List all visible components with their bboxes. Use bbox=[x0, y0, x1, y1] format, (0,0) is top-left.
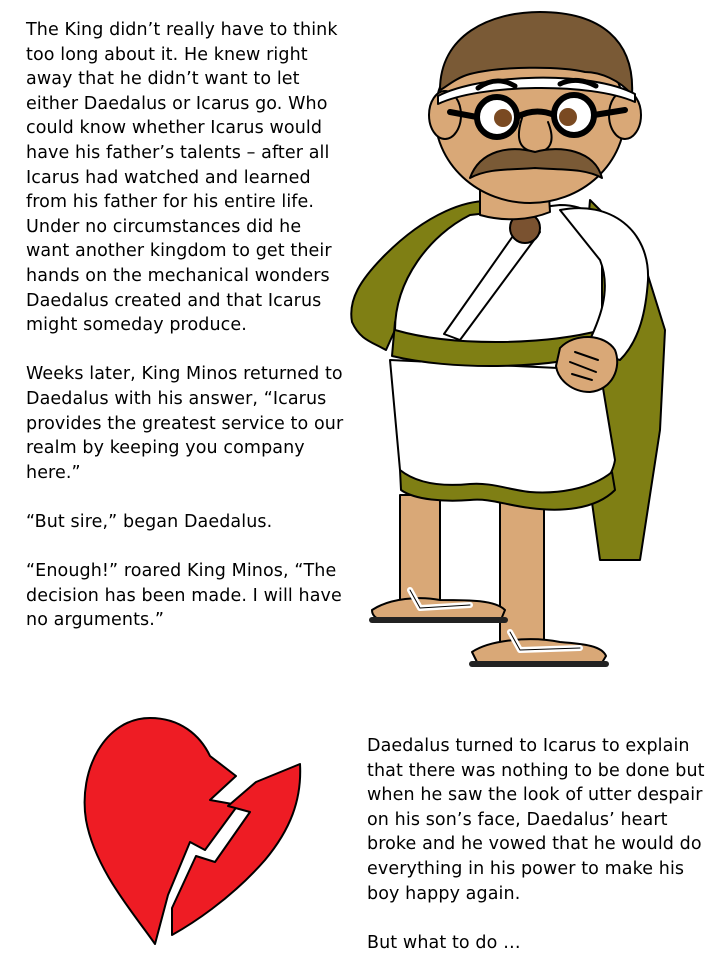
broken-heart-illustration bbox=[78, 710, 308, 950]
story-paragraph: Daedalus turned to Icarus to explain that there was nothing to be done but when he saw the look of utter despair on his son’s face, Daedalus’ heart broke and he vowed that he would do everything in his power to make his boy happy again. bbox=[367, 736, 705, 904]
nose bbox=[519, 118, 552, 152]
fist bbox=[556, 337, 617, 392]
heart-left-half bbox=[85, 718, 238, 944]
king-minos-illustration bbox=[340, 8, 680, 678]
story-paragraph: The King didn’t really have to think too long about it. He knew right away that he didn’t want to let either Daedalus or Icarus go. Who could know whether Icarus would have his father’s talents – after all Icarus had watched and learned from his father for his entire life. Under no circumstances did he want another kingdom to get their hands on the mechanical wonders Daedalus created and that Icarus might someday produce. bbox=[26, 20, 338, 336]
story-text-right bbox=[367, 734, 712, 955]
story-paragraph: “Enough!” roared King Minos, “The decision has been made. I will have no arguments.” bbox=[26, 561, 342, 631]
story-paragraph: Weeks later, King Minos returned to Daedalus with his answer, “Icarus provides the greatest service to our realm by keeping you company here.” bbox=[26, 364, 344, 483]
story-paragraph: “But sire,” began Daedalus. bbox=[26, 511, 273, 532]
left-leg bbox=[400, 495, 440, 605]
story-paragraph: But what to do … bbox=[367, 932, 521, 953]
story-text-left bbox=[26, 18, 346, 633]
